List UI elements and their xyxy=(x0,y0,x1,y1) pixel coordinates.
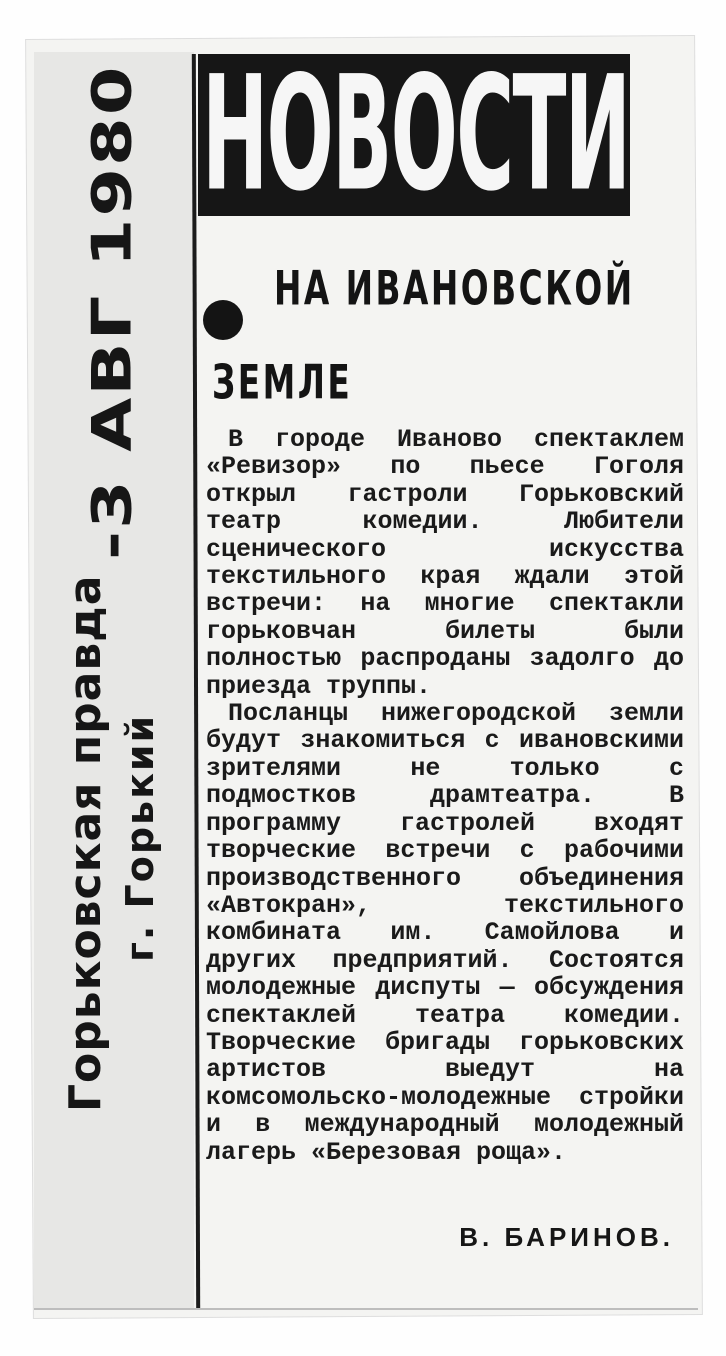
bottom-edge-rule xyxy=(34,1308,698,1310)
date-stamp: -3 АВГ 1980 xyxy=(80,64,144,560)
section-banner xyxy=(198,54,630,216)
headline-bullet-icon xyxy=(203,300,243,340)
author-byline: В. БАРИНОВ. xyxy=(459,1222,674,1252)
article-paragraph-2: Посланцы нижегородской земли будут знакомиться с ивановскими зрителями не только с подмостков драмтеатра. В программу гастролей входят творческие встречи с рабочими производственного объединения «Автокран», текстильного комбината им. Самойлова и других предприятий. Состоятся молодежные диспуты — обсуждения спектаклей театра комедии. Творческие бригады горьковских артистов выедут на комсомольско-молодежные стройки и в международный молодежный лагерь «Березовая роща». xyxy=(206,699,684,1167)
newspaper-name-stamp: Горьковская правда xyxy=(60,574,111,1112)
article-paragraph-1: В городе Иваново спектаклем «Ревизор» по пьесе Гоголя открыл гастроли Горьковский театр комедии. Любители сценического искусства текстильного края ждали этой встречи: на многие спектакли горьковчан билеты были полностью распроданы задолго до приезда труппы. xyxy=(206,425,684,701)
section-title: НОВОСТИ xyxy=(202,54,630,216)
headline-line-2: ЗЕМЛЕ xyxy=(212,356,353,411)
article-body xyxy=(206,426,684,1166)
city-stamp: г. Горький xyxy=(118,713,162,962)
headline-line-1: НА ИВАНОВСКОЙ xyxy=(274,262,635,317)
